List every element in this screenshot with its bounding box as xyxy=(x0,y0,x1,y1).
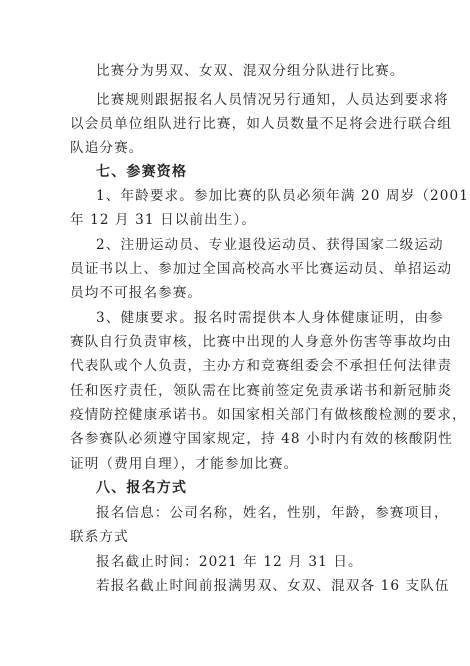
section-heading-registration: 八、报名方式 xyxy=(96,480,188,496)
paragraph-line: 队追分赛。 xyxy=(70,140,144,156)
paragraph-line: 疫情防控健康承诺书。如国家相关部门有做核酸检测的要求， xyxy=(70,407,467,423)
paragraph-line: 报名信息：公司名称，姓名，性别，年龄，参赛项目， xyxy=(96,505,449,521)
paragraph-line: 1、年龄要求。参加比赛的队员必须年满 20 周岁（2001 xyxy=(96,188,469,204)
paragraph-line: 代表队或个人负责，主办方和竞赛组委会不承担任何法律责 xyxy=(70,358,453,374)
paragraph-line: 若报名截止时间前报满男双、女双、混双各 16 支队伍 xyxy=(96,578,450,594)
paragraph-line: 员证书以上、参加过全国高校高水平比赛运动员、单招运动 xyxy=(70,261,453,277)
paragraph-line: 各参赛队必须遵守国家规定，持 48 小时内有效的核酸阴性 xyxy=(70,431,453,447)
paragraph-line: 员均不可报名参赛。 xyxy=(70,285,203,301)
paragraph-line: 联系方式 xyxy=(70,529,129,545)
paragraph-line: 以会员单位组队进行比赛，如人员数量不足将会进行联合组 xyxy=(70,116,453,132)
paragraph-line: 证明（费用自理），才能参加比赛。 xyxy=(70,456,299,472)
section-heading-eligibility: 七、参赛资格 xyxy=(96,164,188,180)
paragraph-line: 报名截止时间：2021 年 12 月 31 日。 xyxy=(96,554,363,570)
paragraph-line: 3、健康要求。报名时需提供本人身体健康证明，由参 xyxy=(96,310,444,326)
paragraph-line: 比赛分为男双、女双、混双分组分队进行比赛。 xyxy=(96,63,405,79)
paragraph-line: 比赛规则跟据报名人员情况另行通知，人员达到要求将 xyxy=(96,92,449,108)
paragraph-line: 2、注册运动员、专业退役运动员、获得国家二级运动 xyxy=(96,237,444,253)
paragraph-line: 年 12 月 31 日以前出生）。 xyxy=(70,212,257,228)
paragraph-line: 赛队自行负责审核，比赛中出现的人身意外伤害等事故均由 xyxy=(70,334,453,350)
paragraph-line: 任和医疗责任，领队需在比赛前签定免责承诺书和新冠肺炎 xyxy=(70,383,453,399)
